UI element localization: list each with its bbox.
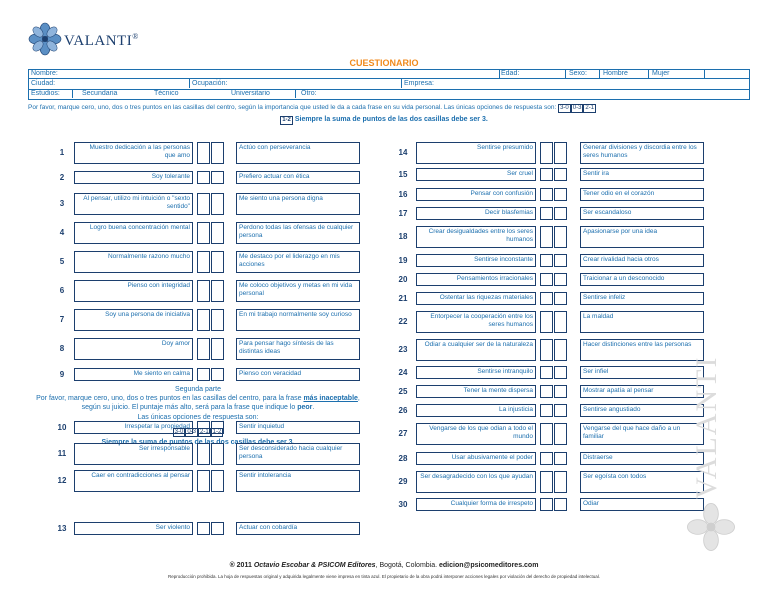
score-box-b[interactable] (554, 207, 567, 220)
statement-b: La maldad (580, 311, 704, 333)
score-box-a[interactable] (197, 522, 210, 535)
score-box-a[interactable] (197, 280, 210, 302)
statement-b: Sentir intolerancia (236, 470, 360, 492)
score-box-b[interactable] (554, 226, 567, 248)
flower-watermark-icon (686, 502, 736, 552)
item-number: 10 (57, 422, 67, 432)
score-box-a[interactable] (197, 251, 210, 273)
score-box-b[interactable] (554, 339, 567, 361)
score-box-a[interactable] (197, 171, 210, 184)
statement-a: Crear desigualdades entre los seres humanos (416, 226, 536, 248)
score-box-a[interactable] (540, 168, 553, 181)
statement-b: Mostrar apatía al pensar (580, 385, 704, 398)
item-number: 23 (398, 345, 408, 354)
score-box-a[interactable] (197, 222, 210, 244)
score-box-a[interactable] (197, 142, 210, 164)
statement-a: Al pensar, utilizo mi intuición o "sexto sentido" (74, 193, 193, 215)
statement-a: Vengarse de los que odian a todo el mundo (416, 423, 536, 445)
score-box-b[interactable] (211, 470, 224, 492)
nombre-label: Nombre: (31, 70, 58, 77)
statement-b: Ser infiel (580, 366, 704, 379)
tecnico-label: Técnico (154, 90, 179, 97)
item-number: 15 (398, 169, 408, 179)
score-box-a[interactable] (197, 309, 210, 331)
score-box-b[interactable] (554, 471, 567, 493)
score-box-a[interactable] (197, 470, 210, 492)
estudios-label: Estudios: (31, 90, 60, 97)
score-box-b[interactable] (554, 188, 567, 201)
score-box-b[interactable] (554, 498, 567, 511)
flower-logo-icon (28, 22, 62, 56)
score-box-a[interactable] (540, 142, 553, 164)
item-number: 19 (398, 255, 408, 265)
statement-a: Ser irresponsable (74, 443, 193, 465)
statement-a: Pensar con confusión (416, 188, 536, 201)
statement-a: Soy tolerante (74, 171, 193, 184)
score-box-b[interactable] (554, 254, 567, 267)
score-box-a[interactable] (540, 226, 553, 248)
item-number: 18 (398, 232, 408, 241)
score-box-a[interactable] (197, 338, 210, 360)
statement-a: Odiar a cualquier ser de la naturaleza (416, 339, 536, 361)
score-box-a[interactable] (540, 471, 553, 493)
item-number: 17 (398, 208, 408, 218)
score-box-a[interactable] (197, 421, 210, 434)
item-number: 1 (59, 148, 65, 157)
score-box-b[interactable] (554, 168, 567, 181)
item-number: 12 (57, 476, 67, 485)
part2-heading: Segunda parte (175, 386, 221, 393)
item-number: 11 (57, 449, 67, 458)
statement-a: Doy amor (74, 338, 193, 360)
score-box-a[interactable] (540, 254, 553, 267)
statement-b: Traicionar a un desconocido (580, 273, 704, 286)
score-box-a[interactable] (197, 443, 210, 465)
form-row-name (28, 69, 750, 79)
score-box-a[interactable] (197, 368, 210, 381)
statement-b: Para pensar hago síntesis de las distintas ideas (236, 338, 360, 360)
item-number: 26 (398, 405, 408, 415)
statement-a: Normalmente razono mucho (74, 251, 193, 273)
statement-a: La injusticia (416, 404, 536, 417)
item-number: 28 (398, 453, 408, 463)
statement-b: Actúo con perseverancia (236, 142, 360, 164)
brand-name: VALANTI® (64, 32, 139, 49)
score-box-b[interactable] (211, 443, 224, 465)
statement-a: Caer en contradicciones al pensar (74, 470, 193, 492)
statement-a: Decir blasfemias (416, 207, 536, 220)
item-number: 27 (398, 429, 408, 438)
part2-options: 3-0 0-3 2-1 1-2 (174, 429, 222, 435)
item-number: 24 (398, 367, 408, 377)
score-box-b[interactable] (211, 421, 224, 434)
item-number: 8 (59, 344, 65, 353)
score-box-b[interactable] (211, 338, 224, 360)
statement-a: Sentirse inconstante (416, 254, 536, 267)
score-box-b[interactable] (554, 404, 567, 417)
item-number: 7 (59, 315, 65, 324)
part2-rule: Siempre la suma de puntos de las dos casillas debe ser 3. (101, 439, 295, 446)
statement-b: Actuar con cobardía (236, 522, 360, 535)
statement-a: Usar abusivamente el poder (416, 452, 536, 465)
item-number: 16 (398, 189, 408, 199)
score-box-a[interactable] (540, 366, 553, 379)
score-box-b[interactable] (211, 280, 224, 302)
statement-a: Irrespetar la propiedad (74, 421, 193, 434)
score-box-a[interactable] (540, 385, 553, 398)
item-number: 4 (59, 228, 65, 237)
statement-b: Sentirse infeliz (580, 292, 704, 305)
statement-b: Pienso con veracidad (236, 368, 360, 381)
item-number: 9 (59, 369, 65, 379)
item-number: 3 (59, 199, 65, 208)
statement-b: Distraerse (580, 452, 704, 465)
empresa-label: Empresa: (404, 80, 434, 87)
statement-a: Sentirse intranquilo (416, 366, 536, 379)
item-number: 22 (398, 317, 408, 326)
statement-a: Ser desagradecido con los que ayudan (416, 471, 536, 493)
item-number: 6 (59, 286, 65, 295)
statement-b: Me coloco objetivos y metas en mi vida personal (236, 280, 360, 302)
score-box-b[interactable] (211, 522, 224, 535)
score-box-b[interactable] (211, 193, 224, 215)
item-number: 2 (59, 172, 65, 182)
statement-b: Apasionarse por una idea (580, 226, 704, 248)
statement-b: Me siento una persona digna (236, 193, 360, 215)
score-box-b[interactable] (211, 368, 224, 381)
score-box-b[interactable] (554, 273, 567, 286)
score-box-b[interactable] (554, 366, 567, 379)
statement-b: Crear rivalidad hacia otros (580, 254, 704, 267)
universitario-label: Universitario (231, 90, 270, 97)
statement-b: Odiar (580, 498, 704, 511)
score-box-b[interactable] (554, 142, 567, 164)
otro-label: Otro: (301, 90, 317, 97)
statement-b: En mi trabajo normalmente soy curioso (236, 309, 360, 331)
item-number: 13 (57, 523, 67, 533)
part1-rule: 1-2 Siempre la suma de puntos de las dos casillas debe ser 3. (282, 116, 488, 123)
statement-a: Cualquier forma de irrespeto (416, 498, 536, 511)
edad-label: Edad: (501, 70, 520, 77)
score-box-b[interactable] (554, 385, 567, 398)
page-title: CUESTIONARIO (349, 58, 419, 68)
score-box-a[interactable] (540, 207, 553, 220)
statement-a: Ostentar las riquezas materiales (416, 292, 536, 305)
score-box-a[interactable] (540, 188, 553, 201)
statement-b: Generar divisiones y discordia entre los seres humanos (580, 142, 704, 164)
mujer-label: Mujer (652, 70, 670, 77)
statement-b: Prefiero actuar con ética (236, 171, 360, 184)
item-number: 5 (59, 257, 65, 266)
statement-b: Ser escandaloso (580, 207, 704, 220)
score-box-a[interactable] (540, 404, 553, 417)
score-box-a[interactable] (540, 452, 553, 465)
statement-a: Entorpecer la cooperación entre los seres humanos (416, 311, 536, 333)
footer-legal: Reproducción prohibida. La hoja de respuestas original y adquirida legalmente viene impresa en tinta azul. El propietario de la obra podrá interponer acciones legales por violación del derecho de propiedad intelectual. (167, 574, 601, 579)
score-box-b[interactable] (211, 309, 224, 331)
ciudad-label: Ciudad: (31, 80, 56, 87)
item-number: 21 (398, 293, 408, 303)
score-box-a[interactable] (540, 311, 553, 333)
score-box-b[interactable] (211, 142, 224, 164)
score-box-a[interactable] (540, 273, 553, 286)
score-box-a[interactable] (540, 498, 553, 511)
score-box-b[interactable] (554, 423, 567, 445)
part2-instruction: Por favor, marque cero, uno, dos o tres puntos en las casillas del centro, para la frase más inaceptable, según su juicio. El puntaje más alto, será para la frase que indique lo peor. (36, 395, 360, 411)
score-box-b[interactable] (211, 171, 224, 184)
sexo-label: Sexo: (569, 70, 587, 77)
statement-b: Vengarse del que hace daño a un familiar (580, 423, 704, 445)
statement-a: Ser violento (74, 522, 193, 535)
item-number: 20 (398, 274, 408, 284)
brand-logo (28, 22, 208, 58)
score-box-b[interactable] (211, 251, 224, 273)
part1-instruction: Por favor, marque cero, uno, dos o tres puntos en las casillas del centro, según la importancia que usted le da a cada frase en su vida personal. Las únicas opciones de respuesta son: 3-0 0-3 2-1 (28, 104, 595, 111)
statement-b: Sentir inquietud (236, 421, 360, 434)
statement-b: Perdono todas las ofensas de cualquier persona (236, 222, 360, 244)
statement-a: Tener la mente dispersa (416, 385, 536, 398)
score-box-a[interactable] (540, 292, 553, 305)
item-number: 30 (398, 499, 408, 509)
statement-b: Me destaco por el liderazgo en mis acciones (236, 251, 360, 273)
score-box-a[interactable] (197, 193, 210, 215)
footer-copyright: ® 2011 Octavio Escobar & PSICOM Editores, Bogotá, Colombia. edicion@psicomeditores.com (229, 562, 539, 569)
statement-b: Hacer distinciones entre las personas (580, 339, 704, 361)
statement-a: Soy una persona de iniciativa (74, 309, 193, 331)
score-box-a[interactable] (540, 339, 553, 361)
score-box-b[interactable] (554, 292, 567, 305)
statement-b: Ser egoísta con todos (580, 471, 704, 493)
statement-a: Muestro dedicación a las personas que amo (74, 142, 193, 164)
statement-a: Pensamientos irracionales (416, 273, 536, 286)
part2-options-label: Las únicas opciones de respuesta son: (137, 414, 259, 421)
statement-b: Sentir ira (580, 168, 704, 181)
statement-a: Pienso con integridad (74, 280, 193, 302)
ocupacion-label: Ocupación: (192, 80, 228, 87)
score-box-b[interactable] (554, 311, 567, 333)
statement-b: Tener odio en el corazón (580, 188, 704, 201)
item-number: 25 (398, 386, 408, 396)
statement-b: Ser desconsiderado hacia cualquier persona (236, 443, 360, 465)
form-row-studies (28, 89, 750, 100)
score-box-b[interactable] (554, 452, 567, 465)
valanti-watermark: VALANTI (686, 352, 746, 552)
score-box-a[interactable] (540, 423, 553, 445)
item-number: 14 (398, 148, 408, 157)
statement-a: Me siento en calma (74, 368, 193, 381)
score-box-b[interactable] (211, 222, 224, 244)
secundaria-label: Secundaria (82, 90, 118, 97)
statement-b: Sentirse angustiado (580, 404, 704, 417)
hombre-label: Hombre (603, 70, 628, 77)
statement-a: Sentirse presumido (416, 142, 536, 164)
statement-a: Logro buena concentración mental (74, 222, 193, 244)
statement-a: Ser cruel (416, 168, 536, 181)
item-number: 29 (398, 477, 408, 486)
